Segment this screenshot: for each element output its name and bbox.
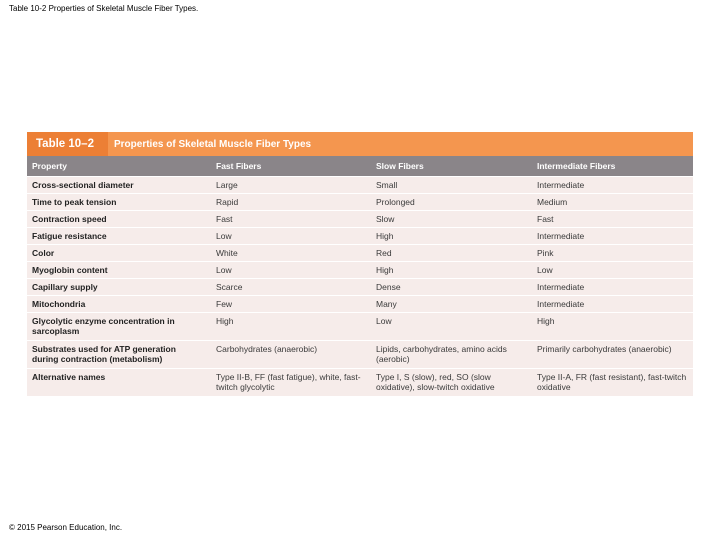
intermediate-cell: High <box>537 316 555 326</box>
fast-cell: Low <box>216 265 232 275</box>
fast-cell: Rapid <box>216 197 239 207</box>
table-row <box>27 176 693 193</box>
table-row <box>27 368 693 396</box>
fast-cell: Type II-B, FF (fast fatigue), white, fast-twitch glycolytic <box>216 372 361 392</box>
property-cell: Color <box>32 248 55 258</box>
table-row <box>27 340 693 368</box>
table-header-row <box>27 156 693 176</box>
slow-cell: Lipids, carbohydrates, amino acids (aerobic) <box>376 344 507 364</box>
table-row <box>27 227 693 244</box>
slow-cell: Many <box>376 299 397 309</box>
intermediate-cell: Intermediate <box>537 282 585 292</box>
property-cell: Glycolytic enzyme concentration in sarcoplasm <box>32 316 175 336</box>
fast-cell: Scarce <box>216 282 243 292</box>
property-cell: Fatigue resistance <box>32 231 107 241</box>
fast-cell: Carbohydrates (anaerobic) <box>216 344 318 354</box>
property-cell: Myoglobin content <box>32 265 108 275</box>
slow-cell: Type I, S (slow), red, SO (slow oxidative), slow-twitch oxidative <box>376 372 495 392</box>
table-row <box>27 244 693 261</box>
header-fast: Fast Fibers <box>216 161 262 171</box>
table-name: Properties of Skeletal Muscle Fiber Types <box>114 138 312 150</box>
slow-cell: Prolonged <box>376 197 415 207</box>
fast-cell: Large <box>216 180 238 190</box>
table-title-bar <box>27 132 693 156</box>
intermediate-cell: Medium <box>537 197 568 207</box>
intermediate-cell: Fast <box>537 214 554 224</box>
intermediate-cell: Pink <box>537 248 554 258</box>
slide-title: Table 10-2 Properties of Skeletal Muscle Fiber Types. <box>9 4 199 13</box>
property-cell: Contraction speed <box>32 214 107 224</box>
intermediate-cell: Intermediate <box>537 299 585 309</box>
intermediate-cell: Type II-A, FR (fast resistant), fast-twitch oxidative <box>537 372 687 392</box>
fast-cell: White <box>216 248 238 258</box>
property-cell: Cross-sectional diameter <box>32 180 134 190</box>
header-intermediate: Intermediate Fibers <box>537 161 616 171</box>
fast-cell: Few <box>216 299 233 309</box>
property-cell: Substrates used for ATP generation during contraction (metabolism) <box>32 344 176 364</box>
property-cell: Mitochondria <box>32 299 86 309</box>
table-number: Table 10–2 <box>27 132 108 156</box>
intermediate-cell: Low <box>537 265 553 275</box>
property-cell: Capillary supply <box>32 282 98 292</box>
fast-cell: Fast <box>216 214 233 224</box>
slow-cell: High <box>376 265 394 275</box>
property-cell: Time to peak tension <box>32 197 117 207</box>
property-cell: Alternative names <box>32 372 106 382</box>
header-property: Property <box>32 161 67 171</box>
table-row <box>27 312 693 340</box>
header-slow: Slow Fibers <box>376 161 424 171</box>
copyright-footer: © 2015 Pearson Education, Inc. <box>9 523 123 532</box>
slow-cell: Slow <box>376 214 395 224</box>
fast-cell: Low <box>216 231 232 241</box>
slow-cell: Low <box>376 316 392 326</box>
table-row <box>27 261 693 278</box>
slow-cell: Dense <box>376 282 401 292</box>
fast-cell: High <box>216 316 234 326</box>
fiber-types-table <box>27 132 693 396</box>
intermediate-cell: Intermediate <box>537 231 585 241</box>
table-row <box>27 278 693 295</box>
intermediate-cell: Primarily carbohydrates (anaerobic) <box>537 344 672 354</box>
table-row <box>27 210 693 227</box>
slow-cell: Small <box>376 180 398 190</box>
table-row <box>27 295 693 312</box>
intermediate-cell: Intermediate <box>537 180 585 190</box>
slow-cell: High <box>376 231 394 241</box>
slow-cell: Red <box>376 248 392 258</box>
table-row <box>27 193 693 210</box>
